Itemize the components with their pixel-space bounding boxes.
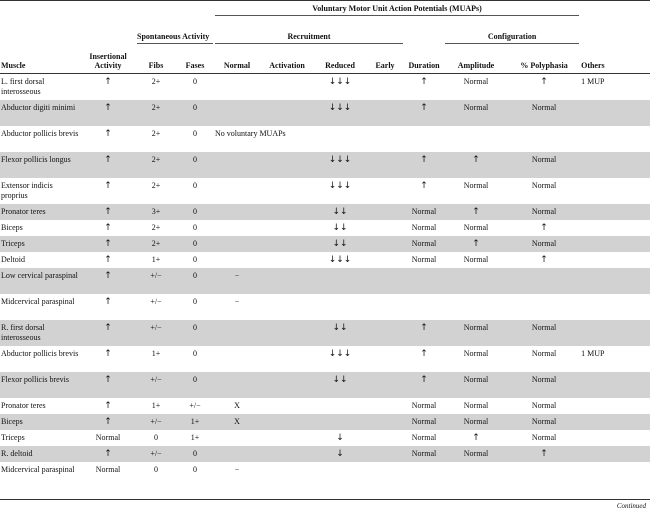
duration-cell: Normal [411, 400, 437, 410]
normal-cell [214, 236, 260, 252]
insertional-cell: ↑ [104, 296, 112, 307]
activation-cell [260, 152, 314, 178]
polyphasia-cell: Normal [508, 204, 580, 220]
polyphasia-cell: Normal [508, 152, 580, 178]
normal-cell [214, 100, 260, 126]
fibs-cell: 2+ [136, 236, 176, 252]
amplitude-cell [444, 462, 508, 488]
recruitment-header: Recruitment [215, 32, 403, 44]
fases-cell: 0 [193, 222, 197, 232]
duration-cell: Normal [404, 204, 444, 220]
normal-cell [214, 346, 260, 372]
polyphasia-cell: Normal [508, 236, 580, 252]
table-row [0, 268, 650, 294]
fibs-cell: 0 [154, 432, 158, 442]
normal-cell [214, 220, 260, 236]
amplitude-cell: Normal [463, 400, 489, 410]
duration-cell: ↑ [404, 372, 444, 398]
early-cell [366, 462, 404, 488]
reduced-cell [314, 414, 366, 430]
fibs-cell: 2+ [136, 100, 176, 126]
others-cell [580, 462, 650, 488]
others-cell [580, 152, 650, 178]
duration-cell: Normal [411, 254, 437, 264]
amplitude-cell: Normal [444, 372, 508, 398]
others-cell [580, 220, 650, 236]
activation-cell [260, 414, 314, 430]
muscle-cell: R. deltoid [0, 446, 80, 462]
duration-cell [404, 126, 444, 152]
duration-cell [404, 268, 444, 294]
activation-cell [260, 204, 314, 220]
activation-cell [260, 294, 314, 320]
polyphasia-cell: Normal [508, 100, 580, 126]
table-row [0, 126, 650, 152]
others-header: Others [580, 44, 650, 74]
others-cell [580, 430, 650, 446]
insertional-cell: ↑ [80, 204, 136, 220]
amplitude-cell: Normal [444, 100, 508, 126]
reduced-cell: ↓↓↓ [314, 152, 366, 178]
configuration-header: Configuration [445, 32, 579, 44]
reduced-cell [314, 398, 366, 414]
polyphasia-cell: Normal [531, 432, 557, 442]
fases-cell: 0 [193, 180, 197, 190]
early-cell [366, 372, 404, 398]
insertional-cell: ↑ [104, 348, 112, 359]
normal-cell: X [214, 414, 260, 430]
early-cell [366, 414, 404, 430]
muscle-cell: Extensor indicis proprius [1, 180, 53, 200]
activation-cell [260, 74, 314, 100]
activation-cell [260, 178, 314, 204]
early-cell [366, 126, 404, 152]
activation-cell [260, 252, 314, 268]
amplitude-cell: Normal [463, 348, 489, 358]
table-row [0, 152, 650, 178]
spontaneous-header: Spontaneous Activity [137, 32, 213, 44]
muaps-header: Voluntary Motor Unit Action Potentials (MUAPs) [215, 4, 579, 16]
reduced-cell: ↓↓↓ [314, 100, 366, 126]
fibs-cell: +/− [136, 446, 176, 462]
insertional-cell: ↑ [104, 77, 112, 87]
early-cell [366, 74, 404, 100]
reduced-cell: ↓↓ [314, 372, 366, 398]
amplitude-cell [444, 126, 508, 152]
others-cell: 1 MUP [581, 348, 605, 358]
fases-cell: 1+ [190, 432, 200, 442]
duration-cell: ↑ [420, 348, 428, 359]
table-body [0, 74, 650, 488]
table-row [0, 462, 650, 488]
normal-cell [214, 430, 260, 446]
muscle-cell: Biceps [1, 222, 23, 232]
others-cell [580, 178, 650, 204]
emg-findings-table [0, 2, 650, 488]
normal-cell [214, 152, 260, 178]
early-cell [366, 100, 404, 126]
activation-cell [260, 100, 314, 126]
insertional-header: Insertional Activity [80, 44, 136, 74]
muscle-cell: Midcervical paraspinal [1, 464, 75, 474]
table-row [0, 294, 650, 320]
amplitude-cell: Normal [444, 320, 508, 346]
activation-cell [260, 462, 314, 488]
fases-cell: 0 [193, 254, 197, 264]
fibs-cell: 2+ [151, 128, 161, 138]
amplitude-cell: Normal [444, 414, 508, 430]
fibs-cell: +/− [136, 372, 176, 398]
reduced-cell [314, 294, 366, 320]
reduced-cell: ↓ [336, 432, 344, 443]
duration-cell: ↑ [404, 152, 444, 178]
fibs-cell: 2+ [151, 222, 161, 232]
reduced-cell: ↓↓ [314, 236, 366, 252]
table-row [0, 236, 650, 252]
fibs-cell: 2+ [136, 152, 176, 178]
others-cell [580, 268, 650, 294]
insertional-cell: ↑ [80, 446, 136, 462]
amplitude-cell [444, 294, 508, 320]
muscle-cell: Abductor pollicis brevis [1, 348, 79, 358]
fases-cell: 0 [193, 296, 197, 306]
muscle-cell: Pronator teres [1, 400, 46, 410]
table-row [0, 446, 650, 462]
fases-cell: 0 [176, 268, 214, 294]
fibs-cell: 3+ [136, 204, 176, 220]
early-cell [366, 398, 404, 414]
normal-cell [214, 320, 260, 346]
duration-cell [404, 462, 444, 488]
early-cell [366, 236, 404, 252]
muscle-cell: Flexor pollicis longus [0, 152, 80, 178]
top-rule [0, 0, 650, 1]
duration-cell: Normal [411, 432, 437, 442]
duration-cell: ↑ [404, 100, 444, 126]
duration-cell: Normal [404, 446, 444, 462]
others-cell [580, 414, 650, 430]
early-cell [366, 204, 404, 220]
polyphasia-cell: ↑ [508, 446, 580, 462]
table-row [0, 430, 650, 446]
polyphasia-cell: ↑ [540, 77, 548, 87]
continued-note: Continued [616, 502, 646, 510]
amplitude-cell: Normal [463, 77, 489, 86]
activation-cell [260, 268, 314, 294]
muscle-cell: Triceps [0, 236, 80, 252]
reduced-cell: ↓↓ [314, 320, 366, 346]
fibs-cell: +/− [136, 268, 176, 294]
fases-cell: 0 [193, 464, 197, 474]
reduced-cell: ↓↓ [332, 222, 348, 233]
others-cell [580, 126, 650, 152]
reduced-header: Reduced [314, 44, 366, 74]
insertional-cell: ↑ [80, 320, 136, 346]
early-cell [366, 178, 404, 204]
insertional-cell: ↑ [104, 400, 112, 411]
muscle-cell: Pronator teres [0, 204, 80, 220]
fases-cell: 1+ [176, 414, 214, 430]
duration-cell: Normal [404, 414, 444, 430]
normal-cell: − [214, 268, 260, 294]
insertional-cell: ↑ [80, 414, 136, 430]
early-cell [366, 320, 404, 346]
table-row [0, 100, 650, 126]
fibs-cell: +/− [136, 414, 176, 430]
activation-header: Activation [260, 44, 314, 74]
amplitude-cell: ↑ [444, 204, 508, 220]
muscle-cell: Biceps [0, 414, 80, 430]
reduced-cell: ↓ [314, 446, 366, 462]
others-cell [580, 372, 650, 398]
fases-cell: 0 [176, 372, 214, 398]
activation-cell [260, 446, 314, 462]
early-cell [366, 446, 404, 462]
activation-cell [260, 430, 314, 446]
fases-cell: 0 [193, 348, 197, 358]
insertional-cell: ↑ [80, 268, 136, 294]
amplitude-cell: ↑ [444, 236, 508, 252]
amplitude-cell: Normal [463, 180, 489, 190]
others-cell: 1 MUP [581, 77, 605, 86]
fases-cell: +/− [189, 400, 201, 410]
fases-cell: 0 [193, 128, 197, 138]
table-row [0, 74, 650, 100]
fases-cell: 0 [176, 320, 214, 346]
amplitude-header: Amplitude [444, 44, 508, 74]
polyphasia-cell: Normal [531, 400, 557, 410]
insertional-cell: Normal [95, 464, 121, 474]
others-cell [580, 398, 650, 414]
fibs-cell: 0 [154, 464, 158, 474]
fibs-cell: 1+ [151, 400, 161, 410]
fases-cell: 0 [176, 152, 214, 178]
normal-cell [214, 204, 260, 220]
normal-cell [214, 178, 260, 204]
table-row [0, 204, 650, 220]
normal-cell: − [234, 296, 240, 306]
table-row [0, 252, 650, 268]
reduced-cell: ↓↓↓ [328, 77, 352, 87]
insertional-cell: ↑ [104, 222, 112, 233]
muscle-cell: R. first dorsal interosseous [0, 320, 80, 346]
reduced-cell [314, 462, 366, 488]
duration-header: Duration [404, 44, 444, 74]
fases-header: Fases [176, 44, 214, 74]
muscle-cell: Abductor digiti minimi [0, 100, 80, 126]
table-row [0, 220, 650, 236]
fibs-cell: +/− [136, 320, 176, 346]
duration-cell: ↑ [404, 320, 444, 346]
duration-cell: ↑ [420, 180, 428, 191]
others-cell [580, 446, 650, 462]
early-header: Early [366, 44, 404, 74]
muscle-cell: Abductor pollicis brevis [1, 128, 79, 138]
muscle-cell: Midcervical paraspinal [1, 296, 75, 306]
polyphasia-cell: Normal [508, 372, 580, 398]
early-cell [366, 346, 404, 372]
reduced-cell: ↓↓ [314, 204, 366, 220]
no-voluntary-muaps-cell: No voluntary MUAPs [215, 128, 286, 138]
reduced-cell [314, 268, 366, 294]
table-row [0, 346, 650, 372]
muscle-cell: L. first dorsal interosseous [1, 77, 45, 96]
amplitude-cell [444, 268, 508, 294]
others-cell [580, 236, 650, 252]
polyphasia-header: % Polyphasia [508, 44, 580, 74]
polyphasia-cell [508, 462, 580, 488]
others-cell [580, 320, 650, 346]
duration-cell [404, 294, 444, 320]
fases-cell: 0 [176, 204, 214, 220]
reduced-cell: ↓↓↓ [328, 348, 352, 359]
polyphasia-cell: Normal [531, 348, 557, 358]
insertional-cell: ↑ [80, 152, 136, 178]
activation-cell [260, 372, 314, 398]
activation-cell [260, 236, 314, 252]
polyphasia-cell: Normal [531, 180, 557, 190]
insertional-cell: Normal [95, 432, 121, 442]
insertional-cell: ↑ [104, 180, 112, 191]
early-cell [366, 430, 404, 446]
table-row [0, 372, 650, 398]
early-cell [366, 268, 404, 294]
duration-cell: Normal [404, 236, 444, 252]
table-row [0, 320, 650, 346]
fibs-cell: 2+ [151, 180, 161, 190]
amplitude-cell: ↑ [472, 432, 480, 443]
amplitude-cell: Normal [444, 446, 508, 462]
others-cell [580, 100, 650, 126]
normal-cell [214, 446, 260, 462]
muscle-header: Muscle [0, 44, 80, 74]
normal-cell: − [234, 464, 240, 474]
muscle-cell: Low cervical paraspinal [0, 268, 80, 294]
duration-cell: ↑ [420, 77, 428, 87]
others-cell [580, 294, 650, 320]
normal-cell [214, 252, 260, 268]
fases-cell: 0 [176, 236, 214, 252]
fibs-cell: 2+ [151, 77, 161, 86]
polyphasia-cell [508, 268, 580, 294]
early-cell [366, 220, 404, 236]
polyphasia-cell: Normal [508, 320, 580, 346]
activation-cell [260, 398, 314, 414]
reduced-cell [314, 126, 366, 152]
polyphasia-cell [508, 126, 580, 152]
amplitude-cell: Normal [463, 222, 489, 232]
fases-cell: 0 [176, 100, 214, 126]
fibs-cell: 1+ [151, 348, 161, 358]
fibs-cell: 1+ [151, 254, 161, 264]
fases-cell: 0 [176, 446, 214, 462]
insertional-cell: ↑ [104, 128, 112, 139]
insertional-cell: ↑ [80, 236, 136, 252]
polyphasia-cell: ↑ [540, 222, 548, 233]
bottom-rule [0, 499, 650, 500]
fases-cell: 0 [193, 77, 197, 86]
muscle-cell: Triceps [1, 432, 25, 442]
polyphasia-cell [508, 294, 580, 320]
fibs-cell: +/− [150, 296, 162, 306]
polyphasia-cell: ↑ [540, 254, 548, 265]
duration-cell: Normal [411, 222, 437, 232]
early-cell [366, 294, 404, 320]
early-cell [366, 152, 404, 178]
fibs-header: Fibs [136, 44, 176, 74]
insertional-cell: ↑ [80, 100, 136, 126]
table-header [0, 2, 650, 74]
table-row [0, 178, 650, 204]
activation-cell [260, 220, 314, 236]
normal-cell [214, 74, 260, 100]
activation-cell [260, 346, 314, 372]
normal-header: Normal [214, 44, 260, 74]
early-cell [366, 252, 404, 268]
activation-cell [260, 320, 314, 346]
amplitude-cell: Normal [463, 254, 489, 264]
reduced-cell: ↓↓↓ [328, 180, 352, 191]
normal-cell: X [234, 400, 240, 410]
polyphasia-cell: Normal [508, 414, 580, 430]
reduced-cell: ↓↓↓ [328, 254, 352, 265]
normal-cell [214, 372, 260, 398]
others-cell [580, 252, 650, 268]
table-row [0, 398, 650, 414]
insertional-cell: ↑ [104, 254, 112, 265]
muscle-cell: Deltoid [1, 254, 25, 264]
amplitude-cell: ↑ [444, 152, 508, 178]
insertional-cell: ↑ [80, 372, 136, 398]
muscle-cell: Flexor pollicis brevis [0, 372, 80, 398]
others-cell [580, 204, 650, 220]
table-row [0, 414, 650, 430]
